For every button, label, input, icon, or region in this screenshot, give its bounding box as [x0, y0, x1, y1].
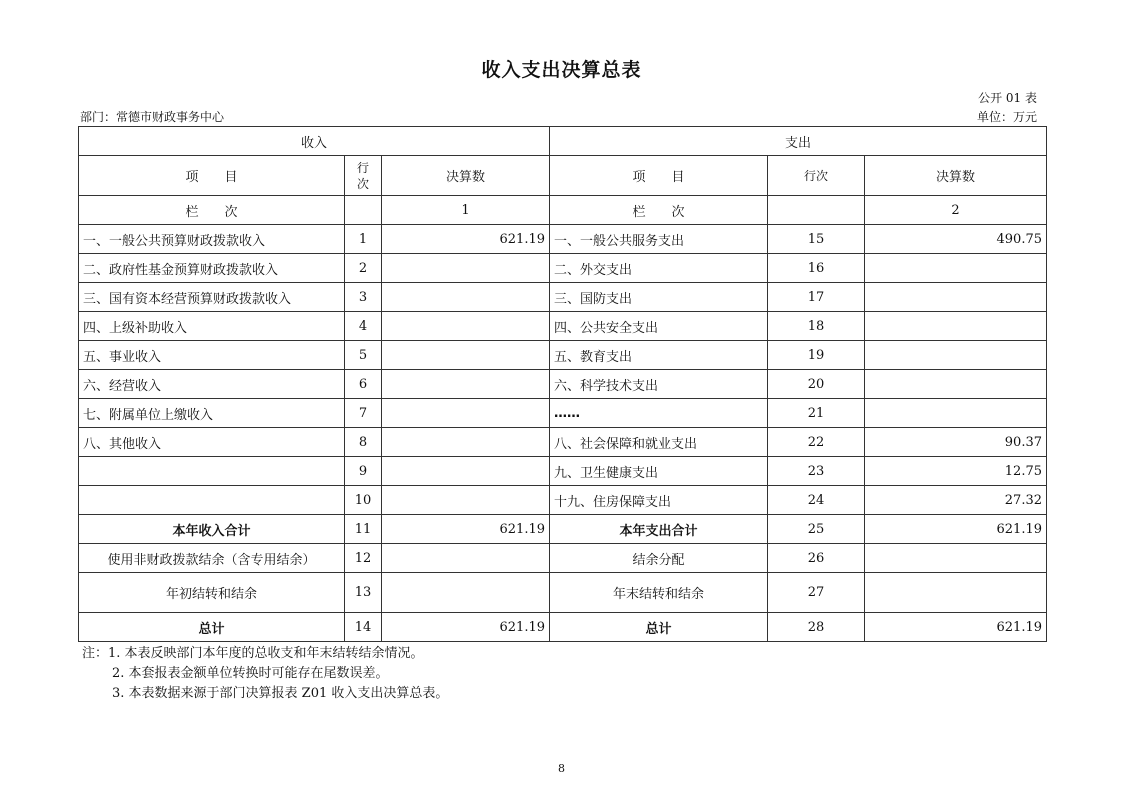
expense-amount	[865, 573, 1047, 613]
note-item: 2. 本套报表金额单位转换时可能存在尾数误差。	[112, 666, 389, 681]
note-item: 注：1. 本表反映部门本年度的总收支和年末结转结余情况。	[82, 646, 424, 661]
income-item: 八、其他收入	[79, 428, 345, 457]
expense-line: 18	[768, 312, 865, 341]
expense-grand-total-label: 总计	[550, 613, 768, 642]
empty-cell	[768, 196, 865, 225]
income-item-header: 项 目	[79, 156, 345, 196]
table-row	[79, 428, 1047, 457]
expense-year-total-label: 本年支出合计	[550, 515, 768, 544]
expense-amount: 90.37	[865, 428, 1047, 457]
unit-label: 单位：万元	[976, 110, 1037, 124]
income-year-total: 621.19	[382, 515, 550, 544]
income-line-header: 行次	[345, 156, 382, 196]
income-amount	[382, 341, 550, 370]
table-row	[79, 341, 1047, 370]
expense-item: 一、一般公共服务支出	[550, 225, 768, 254]
income-amount	[382, 312, 550, 341]
table-row	[79, 225, 1047, 254]
expense-item-header: 项 目	[550, 156, 768, 196]
expense-line: 20	[768, 370, 865, 399]
income-line: 8	[345, 428, 382, 457]
income-line: 13	[345, 573, 382, 613]
income-line: 12	[345, 544, 382, 573]
expense-column-label: 栏 次	[550, 196, 768, 225]
income-line: 2	[345, 254, 382, 283]
income-amount-header: 决算数	[382, 156, 550, 196]
expense-grand-total: 621.19	[865, 613, 1047, 642]
income-grand-total-label: 总计	[79, 613, 345, 642]
income-line: 3	[345, 283, 382, 312]
income-line: 10	[345, 486, 382, 515]
income-amount	[382, 254, 550, 283]
expense-amount	[865, 399, 1047, 428]
expense-amount	[865, 341, 1047, 370]
expense-item: 八、社会保障和就业支出	[550, 428, 768, 457]
expense-line: 21	[768, 399, 865, 428]
expense-line: 23	[768, 457, 865, 486]
income-amount	[382, 428, 550, 457]
table-row	[79, 486, 1047, 515]
income-item: 七、附属单位上缴收入	[79, 399, 345, 428]
expense-line: 25	[768, 515, 865, 544]
income-amount	[382, 370, 550, 399]
table-row	[79, 370, 1047, 399]
page-title: 收入支出决算总表	[481, 59, 642, 81]
table-row	[79, 457, 1047, 486]
income-expense-table	[78, 126, 1047, 642]
expense-item: 年末结转和结余	[550, 573, 768, 613]
expense-column-index: 2	[865, 196, 1047, 225]
expense-line: 28	[768, 613, 865, 642]
income-line: 6	[345, 370, 382, 399]
grand-total-row	[79, 613, 1047, 642]
column-header-row	[79, 156, 1047, 196]
income-column-label: 栏 次	[79, 196, 345, 225]
expense-line: 17	[768, 283, 865, 312]
expense-line: 27	[768, 573, 865, 613]
income-column-index: 1	[382, 196, 550, 225]
expense-line: 24	[768, 486, 865, 515]
expense-amount	[865, 544, 1047, 573]
income-line: 11	[345, 515, 382, 544]
expense-item: 十九、住房保障支出	[550, 486, 768, 515]
income-grand-total: 621.19	[382, 613, 550, 642]
income-line: 4	[345, 312, 382, 341]
expense-item: ……	[550, 399, 768, 428]
expense-item: 二、外交支出	[550, 254, 768, 283]
income-amount: 621.19	[382, 225, 550, 254]
table-row	[79, 399, 1047, 428]
expense-line-header: 行次	[768, 156, 865, 196]
income-amount	[382, 486, 550, 515]
expense-amount	[865, 312, 1047, 341]
empty-cell	[345, 196, 382, 225]
expense-amount	[865, 254, 1047, 283]
expense-line: 19	[768, 341, 865, 370]
carry-over-row	[79, 573, 1047, 613]
table-row	[79, 283, 1047, 312]
income-item	[79, 486, 345, 515]
income-year-total-label: 本年收入合计	[79, 515, 345, 544]
expense-item: 九、卫生健康支出	[550, 457, 768, 486]
column-index-row	[79, 196, 1047, 225]
expense-item: 三、国防支出	[550, 283, 768, 312]
income-item: 六、经营收入	[79, 370, 345, 399]
income-line: 9	[345, 457, 382, 486]
income-amount	[382, 283, 550, 312]
expense-amount-header: 决算数	[865, 156, 1047, 196]
income-amount	[382, 573, 550, 613]
income-amount	[382, 399, 550, 428]
expense-item: 六、科学技术支出	[550, 370, 768, 399]
expense-item: 五、教育支出	[550, 341, 768, 370]
expense-item: 结余分配	[550, 544, 768, 573]
expense-header: 支出	[550, 127, 1047, 156]
income-item: 使用非财政拨款结余（含专用结余）	[79, 544, 345, 573]
income-line: 5	[345, 341, 382, 370]
table-row	[79, 254, 1047, 283]
expense-amount	[865, 370, 1047, 399]
expense-line: 22	[768, 428, 865, 457]
income-item: 三、国有资本经营预算财政拨款收入	[79, 283, 345, 312]
expense-line: 16	[768, 254, 865, 283]
income-item: 一、一般公共预算财政拨款收入	[79, 225, 345, 254]
income-amount	[382, 544, 550, 573]
expense-item: 四、公共安全支出	[550, 312, 768, 341]
expense-amount: 27.32	[865, 486, 1047, 515]
expense-amount: 490.75	[865, 225, 1047, 254]
section-header-row	[79, 127, 1047, 156]
income-item: 年初结转和结余	[79, 573, 345, 613]
note-item: 3. 本表数据来源于部门决算报表 Z01 收入支出决算总表。	[112, 686, 449, 701]
expense-amount	[865, 283, 1047, 312]
income-amount	[382, 457, 550, 486]
notes	[82, 644, 448, 704]
expense-line: 26	[768, 544, 865, 573]
income-item: 四、上级补助收入	[79, 312, 345, 341]
department-label: 部门：常德市财政事务中心	[80, 110, 225, 124]
income-line: 14	[345, 613, 382, 642]
income-header: 收入	[79, 127, 550, 156]
expense-line: 15	[768, 225, 865, 254]
income-item: 五、事业收入	[79, 341, 345, 370]
income-line: 7	[345, 399, 382, 428]
page-number: 8	[558, 762, 565, 775]
balance-row	[79, 544, 1047, 573]
year-total-row	[79, 515, 1047, 544]
table-row	[79, 312, 1047, 341]
expense-amount: 12.75	[865, 457, 1047, 486]
income-item	[79, 457, 345, 486]
expense-year-total: 621.19	[865, 515, 1047, 544]
income-item: 二、政府性基金预算财政拨款收入	[79, 254, 345, 283]
income-line: 1	[345, 225, 382, 254]
form-code: 公开 01 表	[978, 91, 1037, 105]
